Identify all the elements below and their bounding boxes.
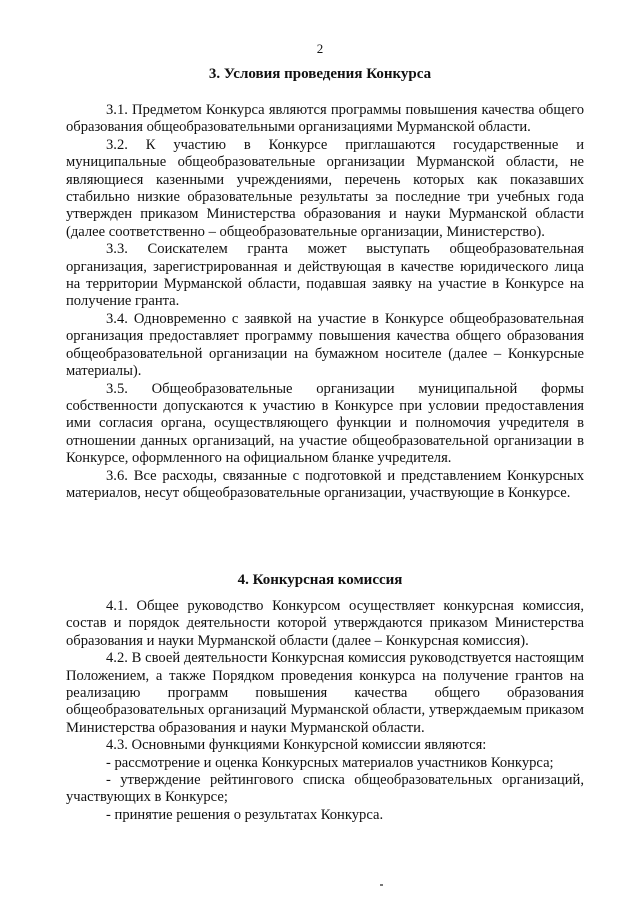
paragraph-3-4: 3.4. Одновременно с заявкой на участие в Конкурсе общеобразовательная организация предоставляет программу повышения качества общего образования общеобразовательной организации на бумажном носителе (далее – Конкурсные материалы). bbox=[66, 310, 584, 380]
scan-speck bbox=[380, 884, 383, 886]
paragraph-3-6: 3.6. Все расходы, связанные с подготовкой и представлением Конкурсных материалов, несут общеобразовательные организации, участвующие в Конкурсе. bbox=[66, 467, 584, 501]
section-4-body bbox=[66, 598, 584, 824]
paragraph-3-2: 3.2. К участию в Конкурсе приглашаются государственные и муниципальные общеобразовательные организации Мурманской области, не являющиеся казенными учреждениями, перечень которых как показавших стабильно низкие образовательные результаты за последние три учебных года утвержден приказом Министерства образования и науки Мурманской области (далее соответственно – общеобразовательные организации, Министерство). bbox=[66, 136, 584, 240]
list-item: - принятие решения о результатах Конкурса. bbox=[106, 806, 384, 823]
section-3-title: 3. Условия проведения Конкурса bbox=[208, 66, 432, 82]
paragraph-3-1: 3.1. Предметом Конкурса являются программы повышения качества общего образования общеобразовательными организациями Мурманской области. bbox=[66, 102, 584, 136]
section-3-body bbox=[66, 102, 584, 502]
paragraph-3-3: 3.3. Соискателем гранта может выступать общеобразовательная организация, зарегистрированная и действующая в качестве юридического лица на территории Мурманской области, подавшая заявку на участие в Конкурсе на получение гранта. bbox=[66, 241, 584, 310]
paragraph-3-5: 3.5. Общеобразовательные организации муниципальной формы собственности допускаются к участию в Конкурсе при условии предоставления ими согласия органа, осуществляющего функции и полномочия учредителя в отношении данных организаций, на участие общеобразовательной организации в Конкурсе, оформленного на официальном бланке учредителя. bbox=[66, 380, 584, 467]
list-item: - утверждение рейтингового списка общеобразовательных организаций, участвующих в Конкурсе; bbox=[66, 772, 584, 806]
section-4-title: 4. Конкурсная комиссия bbox=[237, 572, 403, 588]
paragraph-4-3: 4.3. Основными функциями Конкурсной комиссии являются: bbox=[106, 737, 487, 754]
list-item: - рассмотрение и оценка Конкурсных материалов участников Конкурса; bbox=[106, 754, 554, 771]
page-number: 2 bbox=[316, 41, 324, 56]
paragraph-4-1: 4.1. Общее руководство Конкурсом осуществляет конкурсная комиссия, состав и порядок деятельности которой утверждаются приказом Министерства образования и науки Мурманской области (далее – Конкурсная комиссия). bbox=[66, 598, 584, 649]
paragraph-4-2: 4.2. В своей деятельности Конкурсная комиссия руководствуется настоящим Положением, а также Порядком проведения конкурса на получение грантов на реализацию программ повышения качества общего образования общеобразовательных организаций Мурманской области, утверждаемым приказом Министерства образования и науки Мурманской области. bbox=[66, 650, 584, 736]
